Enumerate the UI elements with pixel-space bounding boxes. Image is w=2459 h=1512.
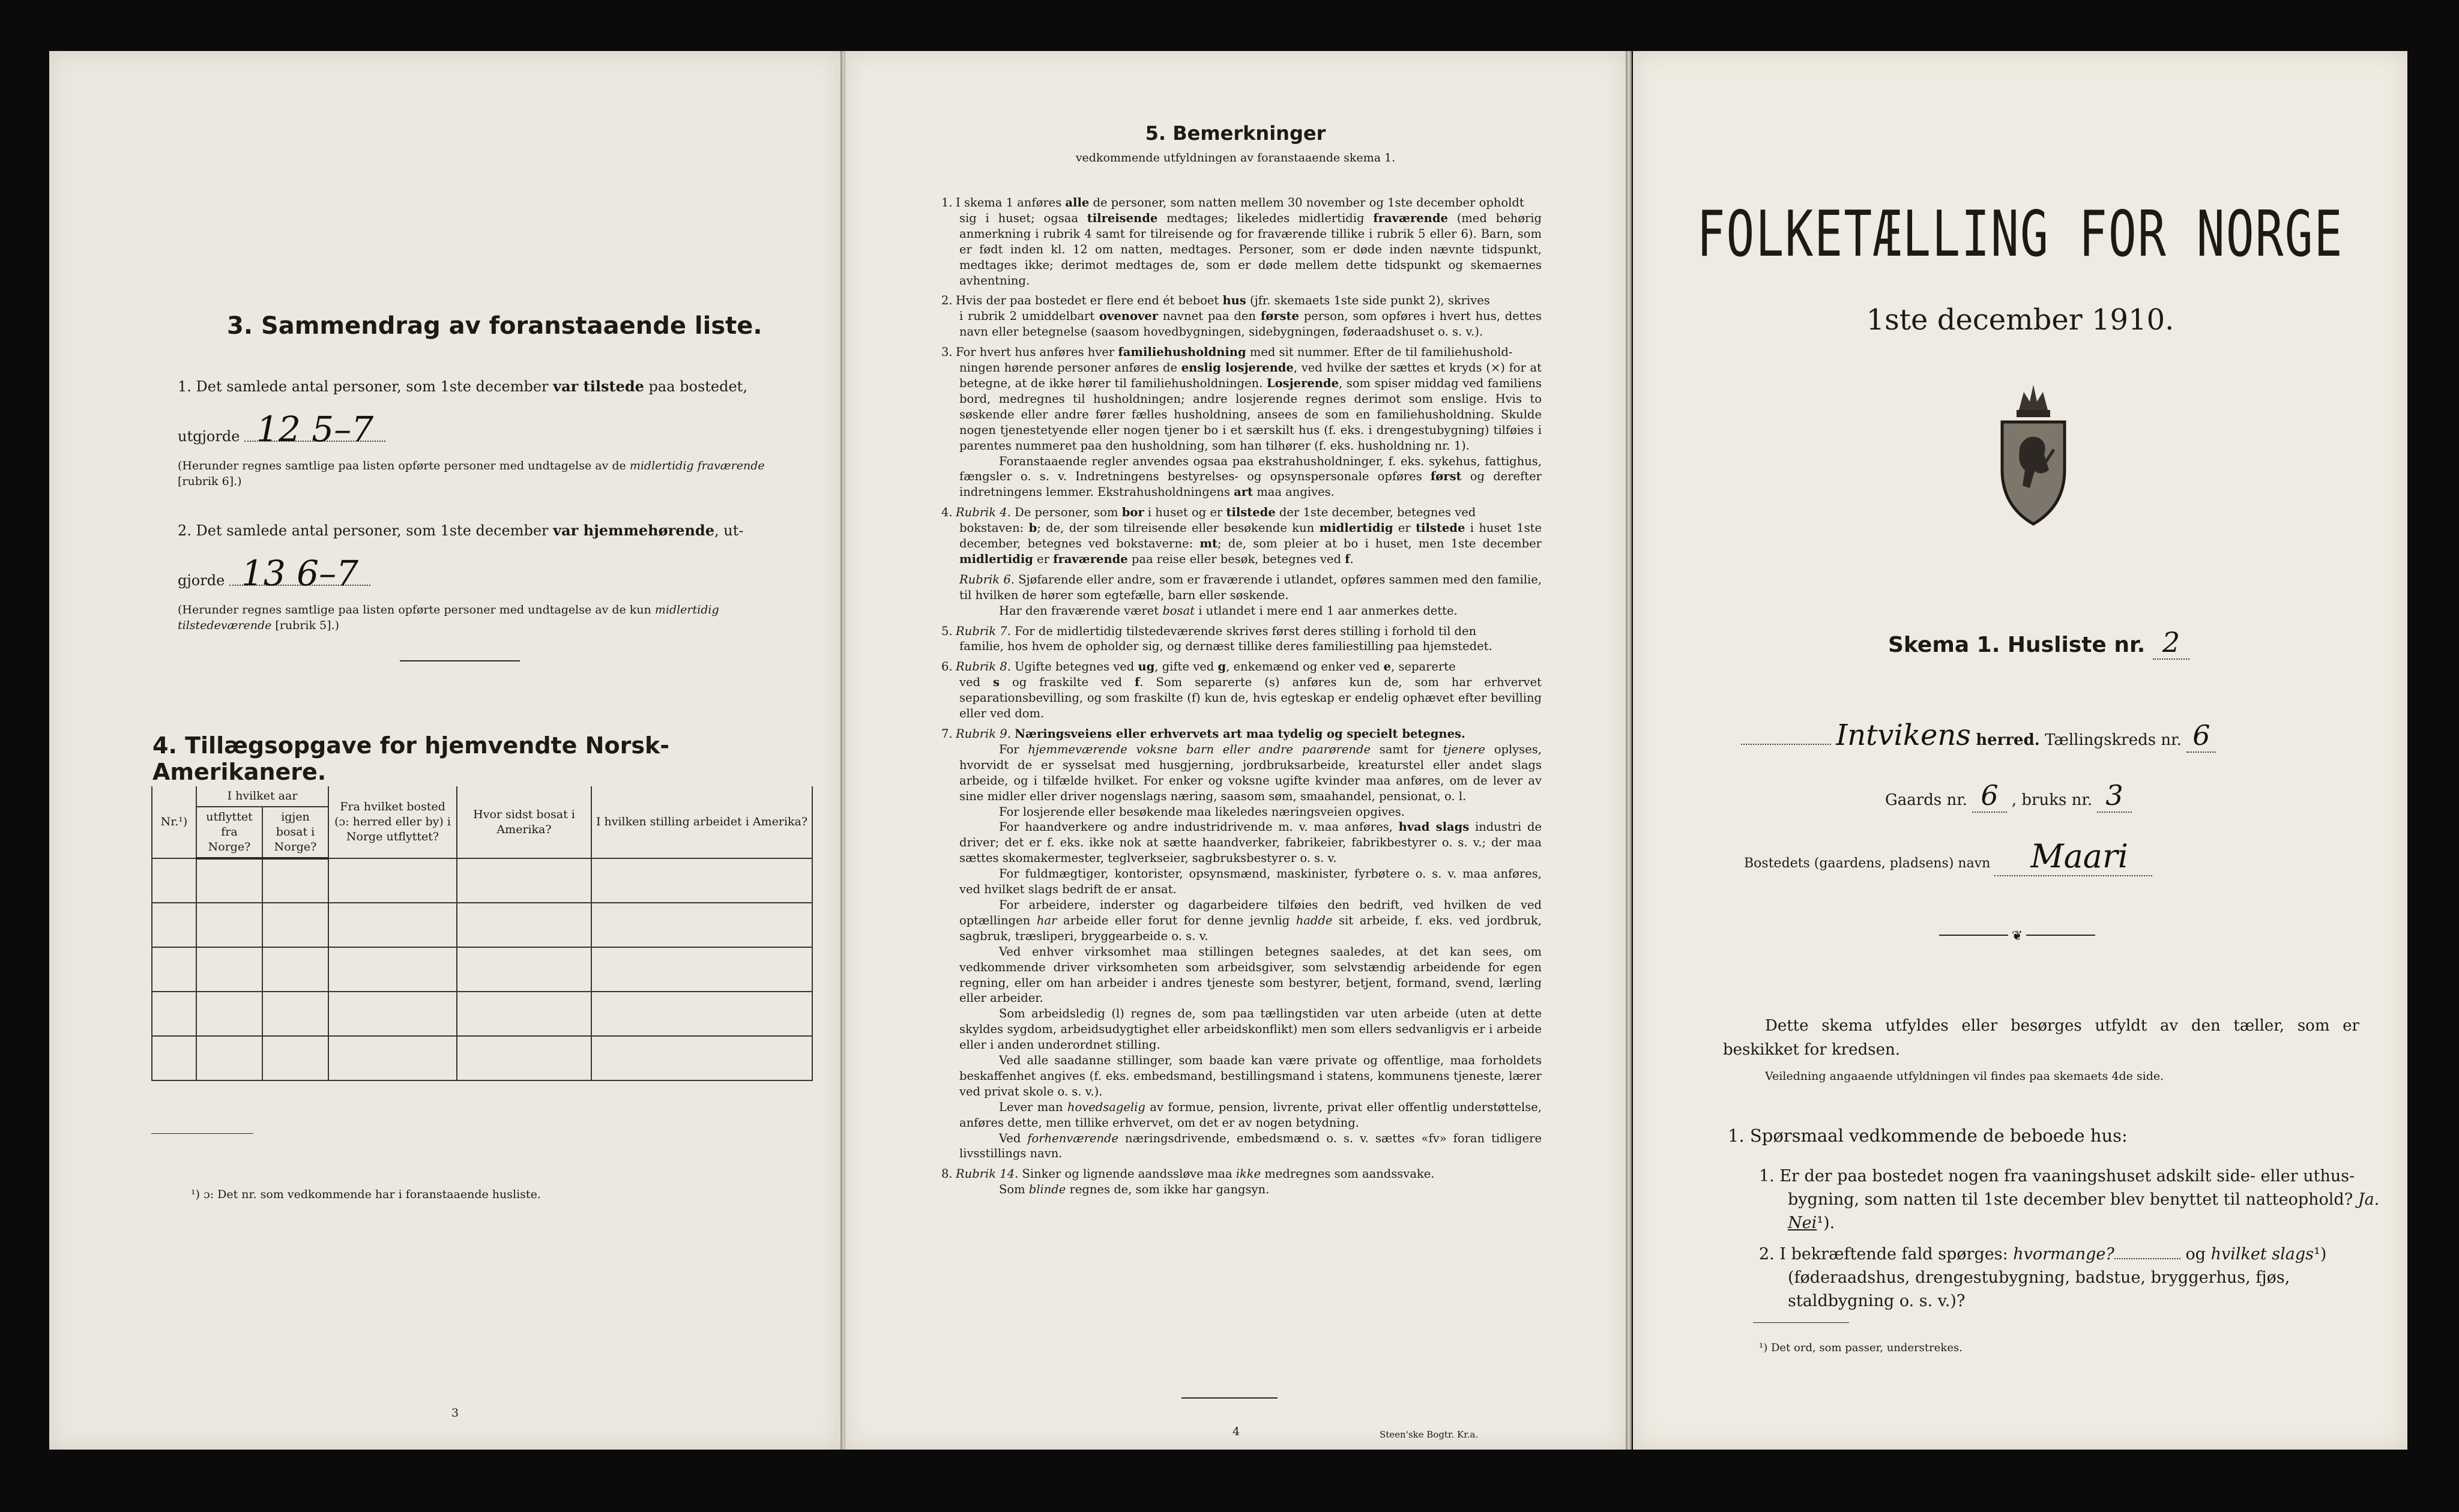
bruks-label: , bruks nr. bbox=[2011, 791, 2093, 809]
census-date: 1ste december 1910. bbox=[1866, 303, 2174, 337]
summary-line-1 bbox=[178, 409, 385, 450]
table-row bbox=[152, 947, 812, 992]
table-footnote: ¹) ɔ: Det nr. som vedkommende har i foranstaaende husliste. bbox=[191, 1188, 541, 1201]
page-4 bbox=[845, 51, 1626, 1450]
bosted-label: Bostedets (gaardens, pladsens) navn bbox=[1744, 856, 1991, 871]
husliste-number: 2 bbox=[2153, 626, 2189, 660]
item-text-end: paa bostedet, bbox=[644, 378, 747, 395]
answer-nei: Nei bbox=[1788, 1214, 1817, 1232]
gaards-value: 6 bbox=[1972, 779, 2006, 813]
gjorde-label: gjorde bbox=[178, 572, 225, 589]
table-row bbox=[152, 858, 812, 903]
gaards-line bbox=[1885, 779, 2132, 813]
table-row bbox=[152, 1036, 812, 1080]
herred-line bbox=[1741, 718, 2371, 753]
gaards-label: Gaards nr. bbox=[1885, 791, 1968, 809]
remarks-body: 1. I skema 1 anføres alle de personer, som natten mellem 30 november og 1ste december opholdt sig i huset; ogsaa tilreisende medtages; likeledes midlertidig fraværende (med behørig anmerkning i rubrik 4 samt for tilreisende og for fraværende tillike i rubrik 5 eller 6). Barn, som er født inden kl. 12 om natten, medtages. Personer, som er døde inden nævnte tidspunkt, medtages ikke; derimot medtages de, som er døde mellem dette tidspunkt og skemaernes avhentning. 2. Hvis der paa bostedet er flere end ét beboet hus (jfr. skemaets 1ste side punkt 2), skrives i rubrik 2 umiddelbart ovenover navnet paa den første person, som opføres i hvert hus, dettes navn eller betegnelse (saasom hovedbygningen, sidebygningen, føderaadshuset o. s. v.). 3. For hvert hus anføres hver familiehusholdning med sit nummer. Efter de til familiehushold- ningen hørende personer anføres de enslig losjerende, ved hvilke der sættes et kryds (×) for at betegne, at de ikke hører til familiehusholdningen. Losjerende, som spiser middag ved familiens bord, medregnes til husholdningen; andre losjerende regnes derimot som enslige. Hvis to søskende eller andre fører fælles husholdning, ansees de som en familiehusholdning. Skulde nogen tjenestetyende eller nogen tjener bo i et særskilt hus (f. eks. i drengestubygning) tilføies i parentes nummeret paa den husholdning, som han tilhører (f. eks. husholdning nr. 1). Foranstaaende regler anvendes ogsaa paa ekstrahusholdninger, f. eks. sykehus, fattighus, fængsler o. s. v. Indretningens bestyrelses- og opsynspersonale opføres først og derefter indretningens lemmer. Ekstrahusholdningens art maa angives. 4. Rubrik 4. De personer, som bor i huset og er tilstede der 1ste december, betegnes ved bokstaven: b; de, der som tilreisende eller besøkende kun midlertidig er tilstede i huset 1ste december, betegnes ved bokstaverne: mt; de, som pleier at bo i huset, men 1ste december midlertidig er fraværende paa reise eller besøk, betegnes ved f. Rubrik 6. Sjøfarende eller andre, som er fraværende i utlandet, opføres sammen med den familie, til hvilken de hører som egtefælle, barn eller søskende. Har den fraværende været bosat i utlandet i mere end 1 aar anmerkes dette. 5. Rubrik 7. For de midlertidig tilstedeværende skrives først deres stilling i forhold til den familie, hos hvem de opholder sig, og dernæst tillike deres familiestilling paa hjemstedet. 6. Rubrik 8. Ugifte betegnes ved ug, gifte ved g, enkemænd og enker ved e, separerte ved s og fraskilte ved f. Som separerte (s) anføres kun de, som har erhvervet separationsbevilling, og som fraskilte (f) kun de, hvis egteskap er endelig ophævet efter bevilling eller ved dom. 7. Rubrik 9. Næringsveiens eller erhvervets art maa tydelig og specielt betegnes. For hjemmeværende voksne barn eller andre paarørende samt for tjenere oplyses, hvorvidt de er sysselsat med husgjerning, jordbruksarbeide, kreaturstel eller andet slags arbeide, og i tilfælde hvilket. For enker og voksne ugifte kvinder maa anføres, om de lever av sine midler eller driver nogenslags næring, saasom søm, smaahandel, pensionat, o. l. For losjerende eller besøkende maa likeledes næringsveien opgives. For haandverkere og andre industridrivende m. v. maa anføres, hvad slags industri de driver; det er f. eks. ikke nok at sætte haandverker, fabrikeier, fabrikbestyrer o. s. v.; der maa sættes skomakermester, teglverkseier, sagbruksbestyrer o. s. v. For fuldmægtiger, kontorister, opsynsmænd, maskinister, fyrbøtere o. s. v. maa anføres, ved hvilket slags bedrift de er ansat. For arbeidere, inderster og dagarbeidere tilføies den bedrift, ved hvilken de ved optællingen har arbeide eller forut for denne jevnlig hadde sit arbeide, f. eks. ved jordbruk, sagbruk, træsliperi, bryggearbeide o. s. v. Ved enhver virksomhet maa stillingen betegnes saaledes, at det kan sees, om vedkommende driver virksomheten som arbeidsgiver, som selvstændig arbeidende for egen regning, eller om han arbeider i andres tjeneste som bestyrer, betjent, formand, svend, lærling eller arbeider. Som arbeidsledig (l) regnes de, som paa tællingstiden var uten arbeide (uten at dette skyldes sygdom, arbeidsudygtighet eller arbeidskonflikt) men som ellers sedvanligvis er i arbeide eller i anden underordnet stilling. Ved alle saadanne stillinger, som baade kan være private og offentlige, maa forholdets beskaffenhet angives (f. eks. embedsmand, bestillingsmand i statens, kommunens tjeneste, lærer ved privat skole o. s. v.). Lever man hovedsagelig av formue, pension, livrente, privat eller offentlig understøttelse, anføres dette, men tillike erhvervet, om det er av nogen betydning. Ved forhenværende næringsdrivende, embedsmænd o. s. v. sættes «fv» foran tidligere livsstillings navn. 8. Rubrik 14. Sinker og lignende aandssløve maa ikke medregnes som aandssvake. Som blinde regnes de, som ikke har gangsyn. bbox=[941, 196, 1542, 1197]
bosted-value: Maari bbox=[1994, 837, 2152, 876]
col-last-residence: Hvor sidst bosat i Amerika? bbox=[457, 786, 591, 858]
utgjorde-label: utgjorde bbox=[178, 428, 240, 445]
questions-title: 1. Spørsmaal vedkommende de beboede hus: bbox=[1728, 1125, 2128, 1146]
remarks-subtitle: vedkommende utfyldningen av foranstaaende skema 1. bbox=[1075, 151, 1396, 164]
summary-note-1: (Herunder regnes samtlige paa listen opførte personer med undtagelse av de midlertidig fraværende [rubrik 6].) bbox=[178, 459, 765, 488]
question-1: 1. Er der paa bostedet nogen fra vaaningshuset adskilt side- eller uthus-bygning, som natten til 1ste december blev benyttet til natteophold? Ja. Nei¹). bbox=[1759, 1167, 2380, 1232]
table-row bbox=[152, 903, 812, 947]
col-returned: igjen bosat i Norge? bbox=[262, 807, 328, 858]
summary-item-1 bbox=[178, 375, 790, 398]
footnote-rule bbox=[151, 1133, 253, 1134]
divider bbox=[400, 660, 520, 661]
krets-value: 6 bbox=[2186, 719, 2216, 753]
page-fold bbox=[1626, 51, 1632, 1450]
col-emigrated: utflyttet fra Norge? bbox=[196, 807, 262, 858]
present-count: 12 5–7 bbox=[244, 418, 385, 442]
item-number: 1. bbox=[178, 378, 192, 395]
summary-note-2: (Herunder regnes samtlige paa listen opførte personer med undtagelse av de kun midlertidig tilstedeværende [rubrik 5].) bbox=[178, 603, 719, 632]
item-text: Det samlede antal personer, som 1ste december bbox=[196, 378, 554, 395]
page-3 bbox=[49, 51, 840, 1450]
col-occupation: I hvilken stilling arbeidet i Amerika? bbox=[591, 786, 812, 858]
page-number: 4 bbox=[1233, 1425, 1240, 1438]
col-nr: Nr.¹) bbox=[152, 786, 196, 858]
answer-ja: Ja. bbox=[2358, 1190, 2380, 1209]
ornament-divider: ❦ bbox=[1939, 927, 2095, 944]
section-3-title: 3. Sammendrag av foranstaaende liste. bbox=[227, 312, 762, 340]
norsk-amerikanere-table bbox=[151, 786, 813, 1081]
guide-text: Veiledning angaaende utfyldningen vil findes paa skemaets 4de side. bbox=[1765, 1070, 2164, 1083]
divider bbox=[1181, 1397, 1278, 1399]
col-group-year: I hvilket aar bbox=[196, 786, 328, 807]
coat-of-arms-icon bbox=[1996, 380, 2071, 529]
footnote: ¹) Det ord, som passer, understrekes. bbox=[1759, 1342, 1963, 1354]
census-title: FOLKETÆLLING FOR NORGE bbox=[1697, 198, 2344, 271]
remarks-title: 5. Bemerkninger bbox=[1145, 122, 1326, 145]
herred-label: herred. bbox=[1976, 731, 2040, 749]
page-number: 3 bbox=[451, 1406, 459, 1420]
bosted-line bbox=[1744, 837, 2374, 876]
printer-credit: Steen'ske Bogtr. Kr.a. bbox=[1380, 1429, 1479, 1440]
krets-label: Tællingskreds nr. bbox=[2045, 731, 2182, 749]
item-bold: var tilstede bbox=[553, 378, 644, 395]
footnote-rule bbox=[1753, 1322, 1849, 1323]
schema-label: Skema 1. Husliste nr. 2 bbox=[1888, 626, 2189, 660]
summary-line-2 bbox=[178, 553, 370, 594]
table-row bbox=[152, 992, 812, 1036]
herred-value: Intvikens bbox=[1836, 718, 1971, 752]
resident-count: 13 6–7 bbox=[229, 562, 370, 586]
question-2: 2. I bekræftende fald spørges: hvormange? og hvilket slags¹) (føderaadshus, drengestubygning, badstue, bryggerhus, fjøs, staldbygning o. s. v.)? bbox=[1759, 1245, 2327, 1310]
summary-item-2: 2. Det samlede antal personer, som 1ste december var hjemmehørende, ut- bbox=[178, 522, 744, 539]
title-page bbox=[1633, 51, 2407, 1450]
section-4-title: 4. Tillægsopgave for hjemvendte Norsk-Amerikanere. bbox=[152, 732, 669, 785]
intro-text: Dette skema utfyldes eller besørges utfyldt av den tæller, som er beskikket for kredsen. bbox=[1723, 1017, 2359, 1059]
col-from-where: Fra hvilket bosted (ɔ: herred eller by) i Norge utflyttet? bbox=[328, 786, 457, 858]
bruks-value: 3 bbox=[2097, 779, 2131, 813]
